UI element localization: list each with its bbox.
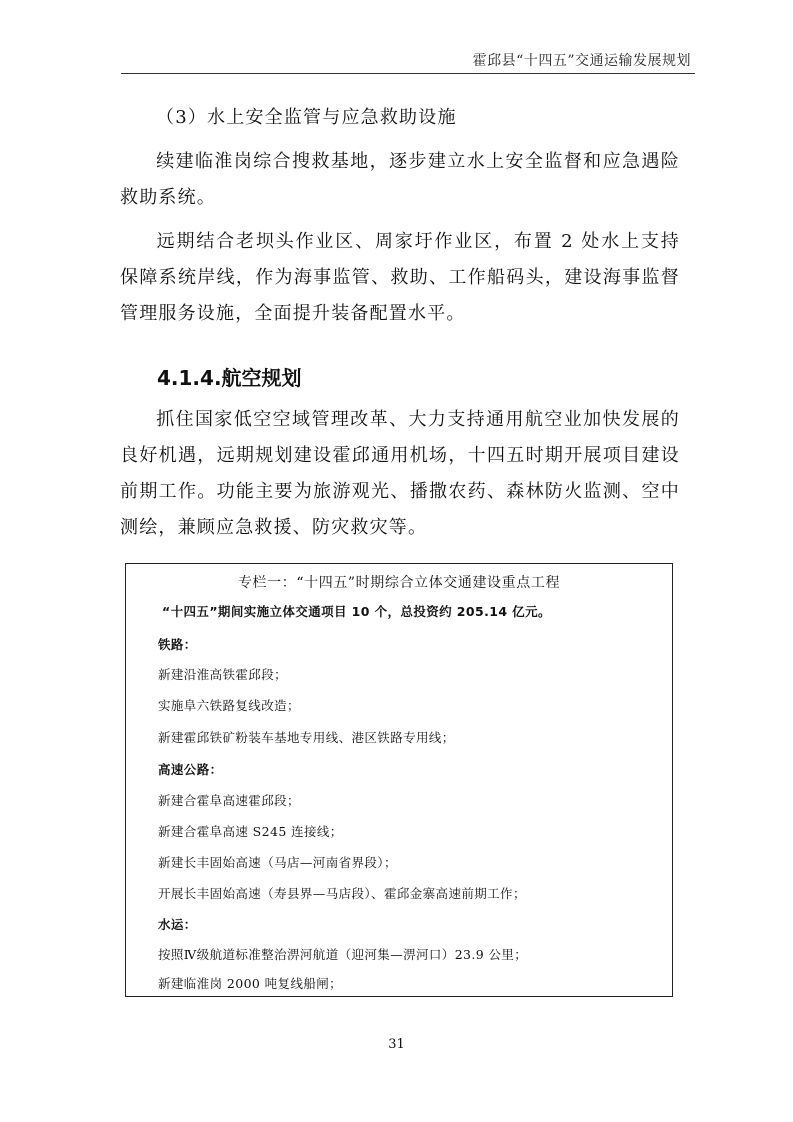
category-expressway-label: 高速公路： [158, 762, 223, 777]
expressway-item: 新建长丰固始高速（马店—河南省界段）； [158, 855, 397, 870]
paragraph-support-shoreline [120, 224, 680, 332]
waterway-item: 新建临淮岗 2000 吨复线船闸； [158, 976, 343, 991]
paragraph-text: 远期结合老坝头作业区、周家圩作业区，布置 2 处水上支持保障系统岸线，作为海事监管、救助、工作船码头，建设海事监督管理服务设施，全面提升装备配置水平。 [120, 231, 680, 324]
railway-item: 新建沿淮高铁霍邱段； [158, 667, 288, 682]
subheading-water-safety: （3）水上安全监管与应急救助设施 [156, 107, 457, 128]
expressway-item: 新建合霍阜高速霍邱段； [158, 793, 300, 808]
category-waterway-label: 水运： [158, 917, 197, 932]
box-title: 专栏一：“十四五”时期综合立体交通建设重点工程 [237, 575, 561, 591]
header-rule [121, 73, 695, 74]
waterway-item: 按照Ⅳ级航道标准整治淠河航道（迎河集—淠河口）23.9 公里； [158, 947, 528, 962]
page-number: 31 [388, 1037, 405, 1052]
box-summary: “十四五”期间实施立体交通项目 10 个，总投资约 205.14 亿元。 [162, 604, 551, 619]
paragraph-text: 续建临淮岗综合搜救基地，逐步建立水上安全监督和应急遇险救助系统。 [120, 151, 680, 208]
paragraph-rescue-base [120, 144, 680, 216]
railway-item: 实施阜六铁路复线改造； [158, 698, 300, 713]
expressway-item: 新建合霍阜高速 S245 连接线； [158, 824, 343, 839]
running-header-title: 霍邱县“十四五”交通运输发展规划 [472, 53, 691, 69]
paragraph-text: 抓住国家低空空域管理改革、大力支持通用航空业加快发展的良好机遇，远期规划建设霍邱通用机场，十四五时期开展项目建设前期工作。功能主要为旅游观光、播撒农药、森林防火监测、空中测绘，兼顾应急救援、防灾救灾等。 [120, 409, 680, 538]
key-projects-box [125, 563, 673, 997]
expressway-item: 开展长丰固始高速（寿县界—马店段）、霍邱金寨高速前期工作； [158, 886, 526, 901]
railway-item: 新建霍邱铁矿粉装车基地专用线、港区铁路专用线； [158, 730, 455, 745]
paragraph-aviation [120, 402, 680, 546]
section-heading-aviation: 4.1.4.航空规划 [157, 366, 302, 390]
category-railway-label: 铁路： [158, 637, 197, 652]
